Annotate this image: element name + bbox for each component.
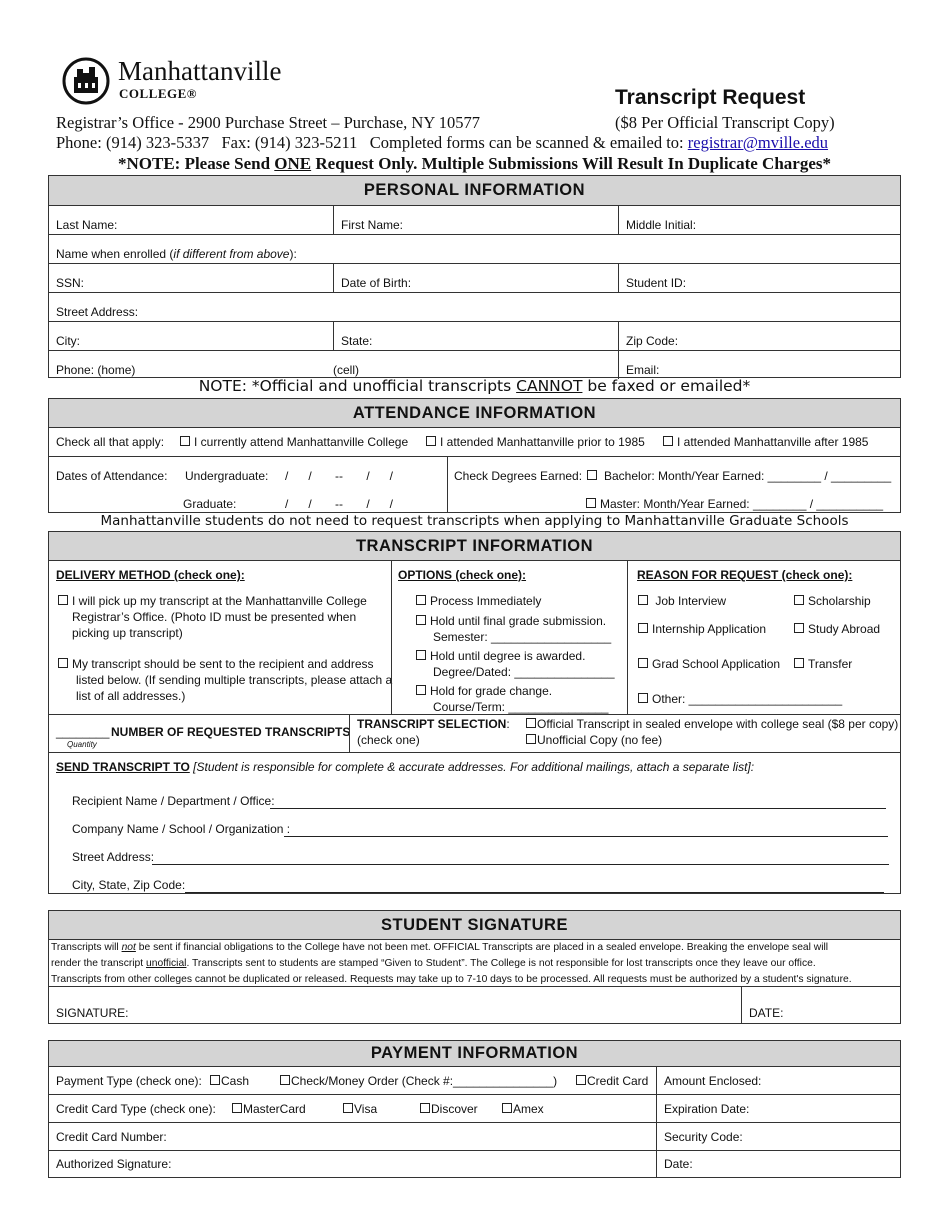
disclaimer-line-1: [51, 940, 898, 956]
first-name-field[interactable]: [333, 206, 618, 234]
degrees-label: Check Degrees Earned:: [454, 469, 583, 483]
transcript-quantity-row: [49, 715, 900, 753]
attendance-information-header: ATTENDANCE INFORMATION: [49, 399, 900, 428]
security-code-label: Security Code:: [664, 1130, 743, 1144]
bachelor-label: Bachelor: Month/Year Earned: ________ / _________: [604, 469, 892, 483]
selection-title: [357, 717, 510, 731]
process-immediately-label: Process Immediately: [430, 594, 542, 608]
ssn-field[interactable]: [49, 264, 333, 292]
after-1985-label: I attended Manhattanville after 1985: [677, 435, 869, 449]
expiration-date-field[interactable]: [656, 1095, 900, 1122]
send-transcript-to-block: [49, 753, 900, 893]
master-checkbox[interactable]: [586, 498, 596, 508]
disclaimer-1-post: be sent if financial obligations to the College have not been met. OFFICIAL Transcripts are placed in a sealed envelope. Breaking the envelope seal will: [135, 942, 829, 953]
hold-final-option[interactable]: [416, 614, 606, 628]
currently-attend-checkbox[interactable]: [180, 436, 190, 446]
city-label: City:: [56, 334, 80, 348]
disclaimer-line-3: Transcripts from other colleges cannot be duplicated or released. Requests may take up to 7-10 days to be processed. All requests must be authorized by a student's signature.: [51, 974, 852, 985]
send-option[interactable]: [58, 657, 374, 671]
pickup-label-3: picking up transcript): [72, 626, 183, 640]
college-logo: [62, 56, 322, 106]
ssn-label: SSN:: [56, 276, 85, 290]
phone-cell-label: (cell): [333, 363, 359, 377]
undergrad-dates-field[interactable]: / / -- / /: [285, 469, 394, 483]
attendance-dates-row: [49, 457, 900, 513]
scholarship-option[interactable]: [794, 594, 871, 608]
authorized-signature-field[interactable]: [49, 1151, 656, 1177]
credit-card-checkbox[interactable]: [576, 1075, 586, 1085]
bachelor-option[interactable]: [587, 469, 891, 483]
visa-checkbox[interactable]: [343, 1103, 353, 1113]
send-label-2: listed below. (If sending multiple transcripts, please attach a: [76, 673, 393, 687]
official-checkbox[interactable]: [526, 718, 536, 728]
mastercard-label: MasterCard: [243, 1102, 306, 1116]
signature-field[interactable]: [49, 987, 741, 1023]
payment-date-label: Date:: [664, 1157, 693, 1171]
middle-initial-field[interactable]: [618, 206, 900, 234]
dates-label: Dates of Attendance:: [56, 469, 168, 483]
fax-note-pre: NOTE: *Official and unofficial transcripts: [198, 377, 517, 395]
note-post: Request Only. Multiple Submissions Will Result In Duplicate Charges*: [311, 154, 831, 173]
note-pre: *NOTE: Please Send: [117, 154, 275, 173]
phone-row: [49, 351, 900, 379]
student-signature-section: [48, 910, 901, 1024]
phone-field[interactable]: [49, 351, 618, 379]
disclaimer-1-pre: Transcripts will: [51, 942, 122, 953]
disclaimer-2-pre: render the transcript: [51, 958, 147, 969]
unofficial-label: Unofficial Copy (no fee): [537, 733, 663, 747]
internship-option[interactable]: [638, 622, 766, 636]
payment-type-cell: [49, 1067, 656, 1094]
discover-option[interactable]: [420, 1102, 478, 1116]
contact-text: Phone: (914) 323-5337 Fax: (914) 323-5211 Completed forms can be scanned & emailed to:: [56, 133, 684, 152]
state-field[interactable]: [333, 322, 618, 350]
transfer-option[interactable]: [794, 657, 852, 671]
address-line: Registrar’s Office - 2900 Purchase Street – Purchase, NY 10577: [56, 113, 481, 132]
mastercard-option[interactable]: [232, 1102, 306, 1116]
dob-label: Date of Birth:: [341, 276, 412, 290]
street-row[interactable]: [49, 293, 900, 322]
fee-line: ($8 Per Official Transcript Copy): [615, 113, 835, 132]
payment-date-field[interactable]: [656, 1151, 900, 1177]
bachelor-checkbox[interactable]: [587, 470, 597, 480]
credit-card-label: Credit Card: [587, 1074, 649, 1088]
city-state-zip-label: City, State, Zip Code:: [72, 878, 186, 892]
scholarship-label: Scholarship: [808, 594, 871, 608]
hold-degree-option[interactable]: [416, 649, 585, 663]
options-title: OPTIONS (check one):: [398, 568, 527, 582]
hold-final-checkbox[interactable]: [416, 615, 426, 625]
attendance-status-row: [49, 428, 900, 457]
student-signature-header: STUDENT SIGNATURE: [49, 911, 900, 940]
credit-card-option[interactable]: [576, 1074, 648, 1088]
hold-grade-option[interactable]: [416, 684, 552, 698]
signature-date-label: DATE:: [749, 1006, 784, 1020]
grad-school-label: Grad School Application: [652, 657, 781, 671]
study-abroad-checkbox[interactable]: [794, 623, 804, 633]
prior-1985-checkbox[interactable]: [426, 436, 436, 446]
discover-label: Discover: [431, 1102, 478, 1116]
quantity-caption: Quantity: [67, 740, 97, 749]
after-1985-checkbox[interactable]: [663, 436, 673, 446]
degrees-earned-cell: [447, 457, 900, 513]
transfer-label: Transfer: [808, 657, 853, 671]
job-interview-option[interactable]: [638, 594, 726, 608]
signature-label: SIGNATURE:: [56, 1006, 129, 1020]
selection-colon: :: [506, 717, 510, 731]
card-number-row: [49, 1123, 900, 1151]
signature-date-field[interactable]: [741, 987, 900, 1023]
security-code-field[interactable]: [656, 1123, 900, 1150]
signature-row: [49, 987, 900, 1023]
study-abroad-label: Study Abroad: [808, 622, 881, 636]
payment-information-section: [48, 1040, 901, 1178]
send-to-note: [Student is responsible for complete & accurate addresses. For additional mailings, attach a separate list]:: [193, 760, 755, 774]
transfer-checkbox[interactable]: [794, 658, 804, 668]
fax-note-post: be faxed or emailed*: [582, 377, 751, 395]
grad-school-option[interactable]: [638, 657, 780, 671]
contact-line: [56, 133, 828, 153]
check-checkbox[interactable]: [280, 1075, 290, 1085]
discover-checkbox[interactable]: [420, 1103, 430, 1113]
disclaimer-1-not: not: [121, 942, 136, 953]
card-type-cell: [49, 1095, 656, 1122]
duplicate-note: [48, 154, 901, 174]
options-cell: [391, 561, 627, 714]
quantity-field[interactable]: ________: [56, 725, 110, 739]
amount-enclosed-label: Amount Enclosed:: [664, 1074, 762, 1088]
hold-degree-label: Hold until degree is awarded.: [430, 649, 586, 663]
amex-label: Amex: [513, 1102, 544, 1116]
transcript-information-section: [48, 531, 901, 894]
transcript-options-row: [49, 561, 900, 715]
other-label: Other: _______________________: [652, 692, 843, 706]
selection-check-one: (check one): [357, 733, 420, 747]
graduate-dates-field[interactable]: / / -- / /: [285, 497, 394, 511]
hold-grade-label: Hold for grade change.: [430, 684, 553, 698]
official-option[interactable]: [526, 717, 898, 731]
city-field[interactable]: [49, 322, 333, 350]
email-label: Email:: [626, 363, 660, 377]
name-enrolled-pre: Name when enrolled (: [56, 247, 174, 261]
card-type-row: [49, 1095, 900, 1123]
recipient-field[interactable]: [270, 808, 886, 809]
mastercard-checkbox[interactable]: [232, 1103, 242, 1113]
payment-information-header: PAYMENT INFORMATION: [49, 1041, 900, 1067]
note-one: ONE: [274, 154, 312, 173]
recipient-label: Recipient Name / Department / Office:: [72, 794, 275, 808]
name-enrolled-post: ):: [289, 247, 297, 261]
personal-information-section: [48, 175, 901, 378]
form-title: Transcript Request: [615, 86, 806, 109]
student-id-label: Student ID:: [626, 276, 687, 290]
pickup-checkbox[interactable]: [58, 595, 68, 605]
payment-type-row: [49, 1067, 900, 1095]
fax-note: [48, 377, 901, 395]
study-abroad-option[interactable]: [794, 622, 880, 636]
name-enrolled-label: [56, 247, 297, 261]
disclaimer-2-post: . Transcripts sent to students are stamped “Given to Student”. The College is not responsible for lost transcripts once they leave our office.: [186, 958, 816, 969]
hold-final-label: Hold until final grade submission.: [430, 614, 607, 628]
prior-1985-option[interactable]: [426, 435, 645, 449]
city-state-zip-field[interactable]: [185, 892, 884, 893]
delivery-method-cell: [49, 561, 391, 714]
personal-information-header: PERSONAL INFORMATION: [49, 176, 900, 206]
company-label: Company Name / School / Organization :: [72, 822, 291, 836]
check-option[interactable]: [280, 1074, 557, 1088]
cash-label: Cash: [221, 1074, 250, 1088]
authorized-signature-label: Authorized Signature:: [56, 1157, 172, 1171]
fax-note-cannot: CANNOT: [516, 377, 583, 395]
disclaimer-2-unofficial: unofficial: [146, 958, 187, 969]
scholarship-checkbox[interactable]: [794, 595, 804, 605]
zip-label: Zip Code:: [626, 334, 679, 348]
amex-option[interactable]: [502, 1102, 544, 1116]
other-checkbox[interactable]: [638, 693, 648, 703]
internship-label: Internship Application: [652, 622, 767, 636]
dates-of-attendance-cell: [49, 457, 447, 513]
graduate-school-note: Manhattanville students do not need to request transcripts when applying to Manhattanville Graduate Schools: [100, 513, 849, 529]
reason-title: REASON FOR REQUEST (check one):: [637, 568, 853, 582]
city-row: [49, 322, 900, 351]
name-enrolled-row[interactable]: [49, 235, 900, 264]
other-option[interactable]: [638, 692, 842, 706]
course-term-field[interactable]: Course/Term: _______________: [433, 700, 609, 714]
student-id-field[interactable]: [618, 264, 900, 292]
process-immediately-checkbox[interactable]: [416, 595, 426, 605]
internship-checkbox[interactable]: [638, 623, 648, 633]
pickup-label-1: I will pick up my transcript at the Manhattanville College: [72, 594, 367, 608]
college-seal-icon: [62, 57, 110, 105]
send-label-3: list of all addresses.): [76, 689, 186, 703]
logo-name: Manhattanville: [118, 56, 282, 86]
master-label: Master: Month/Year Earned: ________ / __________: [600, 497, 884, 511]
middle-initial-label: Middle Initial:: [626, 218, 697, 232]
street-address-label: Street Address:: [56, 305, 139, 319]
name-row: [49, 206, 900, 235]
expiration-date-label: Expiration Date:: [664, 1102, 750, 1116]
send-to-label: SEND TRANSCRIPT TO: [56, 760, 190, 774]
card-number-field[interactable]: [49, 1123, 656, 1150]
unofficial-checkbox[interactable]: [526, 734, 536, 744]
email-field[interactable]: [618, 351, 900, 379]
state-label: State:: [341, 334, 373, 348]
degree-dated-field[interactable]: Degree/Dated: _______________: [433, 665, 615, 679]
amex-checkbox[interactable]: [502, 1103, 512, 1113]
job-interview-checkbox[interactable]: [638, 595, 648, 605]
visa-option[interactable]: [343, 1102, 377, 1116]
zip-field[interactable]: [618, 322, 900, 350]
ssn-row: [49, 264, 900, 293]
first-name-label: First Name:: [341, 218, 404, 232]
after-1985-option[interactable]: [663, 435, 868, 449]
signature-disclaimer: [49, 940, 900, 987]
master-option[interactable]: [586, 497, 883, 511]
disclaimer-line-2: [51, 956, 898, 972]
logo-subtitle: COLLEGE®: [119, 86, 198, 101]
company-field[interactable]: [284, 836, 888, 837]
semester-field[interactable]: Semester: __________________: [433, 630, 612, 644]
last-name-field[interactable]: [49, 206, 333, 234]
send-to-heading: [56, 760, 754, 774]
job-interview-label: Job Interview: [652, 594, 727, 608]
registrar-email-link[interactable]: registrar@mville.edu: [687, 133, 829, 152]
unofficial-option[interactable]: [526, 733, 662, 747]
number-requested-label: NUMBER OF REQUESTED TRANSCRIPTS: [111, 725, 351, 739]
hold-degree-checkbox[interactable]: [416, 650, 426, 660]
payment-type-label: Payment Type (check one):: [56, 1074, 202, 1088]
pickup-option[interactable]: [58, 594, 367, 608]
hold-grade-checkbox[interactable]: [416, 685, 426, 695]
card-number-label: Credit Card Number:: [56, 1130, 167, 1144]
visa-label: Visa: [354, 1102, 378, 1116]
delivery-method-title: DELIVERY METHOD (check one):: [56, 568, 245, 582]
selection-label: TRANSCRIPT SELECTION: [357, 717, 507, 731]
name-enrolled-italic: if different from above: [173, 247, 290, 261]
reason-cell: [627, 561, 900, 714]
attendance-information-section: [48, 398, 901, 513]
currently-attend-option[interactable]: [180, 435, 408, 449]
prior-1985-label: I attended Manhattanville prior to 1985: [440, 435, 645, 449]
graduate-label: Graduate:: [183, 497, 237, 511]
check-all-label: Check all that apply:: [56, 435, 165, 449]
cash-option[interactable]: [210, 1074, 249, 1088]
send-street-label: Street Address:: [72, 850, 155, 864]
process-immediately-option[interactable]: [416, 594, 541, 608]
quantity-cell: [49, 715, 349, 752]
card-type-label: Credit Card Type (check one):: [56, 1102, 216, 1116]
official-label: Official Transcript in sealed envelope with college seal ($8 per copy): [537, 717, 899, 731]
send-street-field[interactable]: [152, 864, 889, 865]
last-name-label: Last Name:: [56, 218, 118, 232]
transcript-selection-cell: [349, 715, 900, 752]
dob-field[interactable]: [333, 264, 618, 292]
phone-home-label: Phone: (home): [56, 363, 136, 377]
undergrad-label: Undergraduate:: [185, 469, 269, 483]
send-label-1: My transcript should be sent to the recipient and address: [72, 657, 374, 671]
check-label: Check/Money Order (Check #:_______________): [291, 1074, 558, 1088]
authorized-signature-row: [49, 1151, 900, 1177]
cash-checkbox[interactable]: [210, 1075, 220, 1085]
amount-enclosed-field[interactable]: [656, 1067, 900, 1094]
pickup-label-2: Registrar’s Office. (Photo ID must be presented when: [72, 610, 357, 624]
grad-school-checkbox[interactable]: [638, 658, 648, 668]
transcript-information-header: TRANSCRIPT INFORMATION: [49, 532, 900, 561]
send-checkbox[interactable]: [58, 658, 68, 668]
currently-attend-label: I currently attend Manhattanville College: [194, 435, 409, 449]
